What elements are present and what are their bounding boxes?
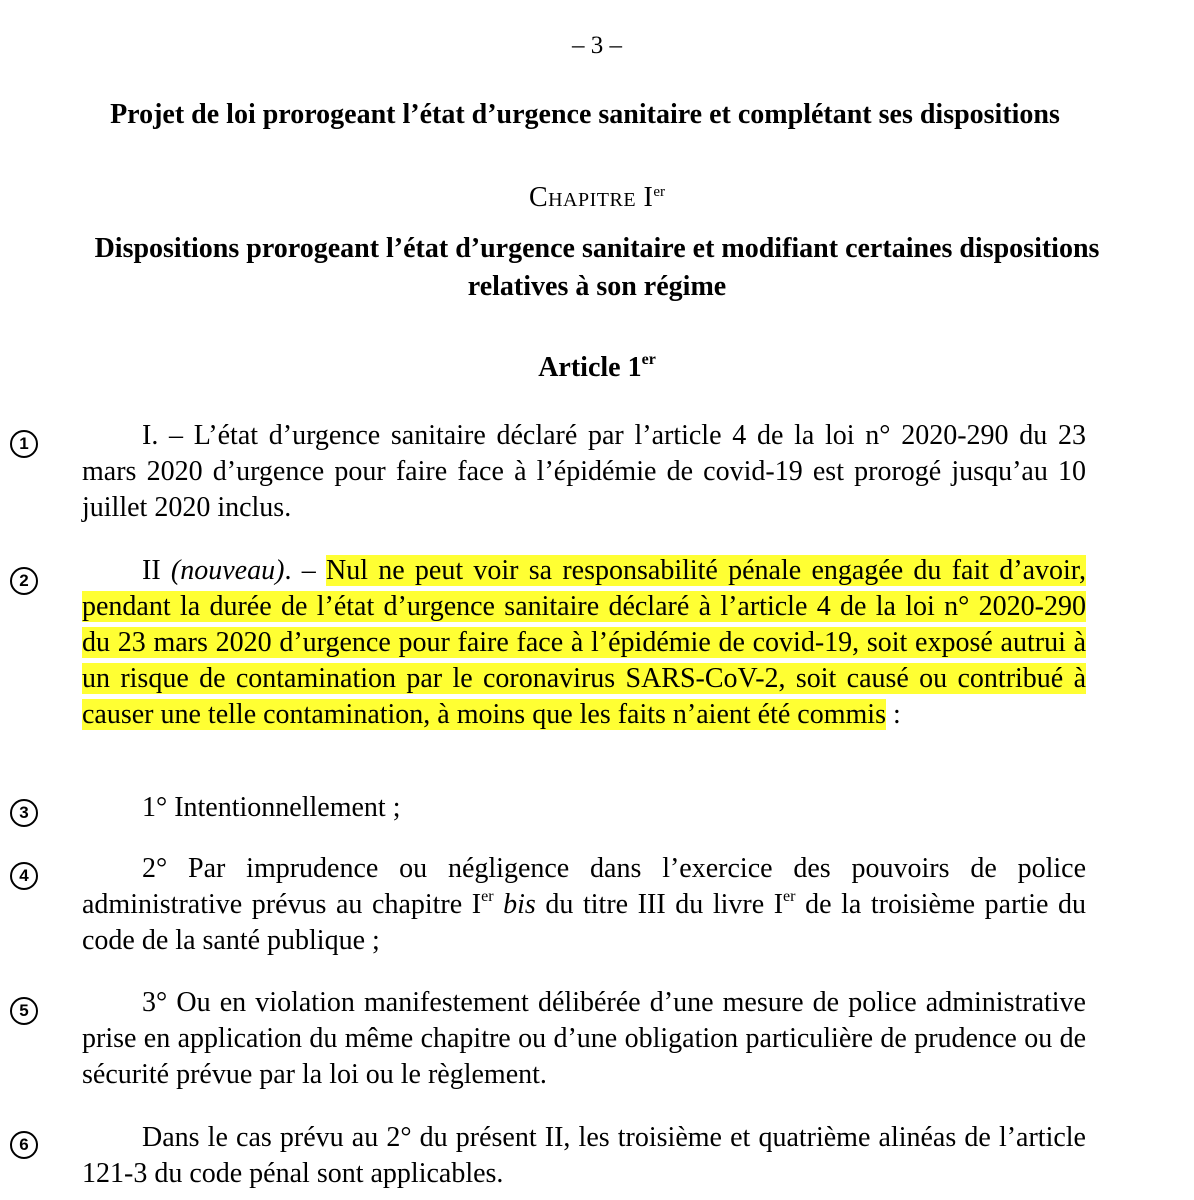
paragraph-marker-6: 6 [10,1131,38,1159]
paragraph-2-lead: II [142,555,171,586]
article-title [0,352,1194,384]
page-number: – 3 – [572,32,622,59]
paragraph-marker-1: 1 [10,430,38,458]
bill-title: Projet de loi prorogeant l’état d’urgence sanitaire et complétant ses dispositions [110,99,1060,130]
paragraph-4 [82,851,1086,959]
paragraph-marker-3: 3 [10,799,38,827]
paragraph-2-tail: : [885,699,901,730]
highlighted-text: Nul ne peut voir sa responsabilité pénale engagée du fait d’avoir, pendant la durée de l’état d’urgence sanitaire déclaré à l’article 4 de la loi n° 2020-290 du 23 mars 2020 d’urgence pour faire face à l’épidémie de covid-19, soit exposé autrui à un risque de contamination par le coronavirus SARS-CoV-2, soit causé ou contribué à causer une telle contamination, à moins que les faits n’aient été commis [82,555,1086,730]
paragraph-4-part2: du titre III du livre I [535,889,784,920]
paragraph-marker-2: 2 [10,567,38,595]
paragraph-3-text: 1° Intentionnellement ; [142,792,401,823]
chapter-heading [0,181,1194,215]
paragraph-4-bis: bis [493,889,536,920]
chapter-suffix: er [653,184,666,200]
paragraph-marker-5: 5 [10,997,38,1025]
chapter-subtitle: Dispositions prorogeant l’état d’urgence sanitaire et modifiant certaines dispositions relatives à son régime [94,233,1100,302]
paragraph-5-text: 3° Ou en violation manifestement délibérée d’une mesure de police administrative prise en application du même chapitre ou d’une obligation particulière de prudence ou de sécurité prévue par la loi ou le règlement. [82,987,1086,1090]
paragraph-4-part1: 2° Par imprudence ou négligence dans l’exercice des pouvoirs de police administrative prévus au chapitre I [82,853,1086,920]
paragraph-2-nouveau: (nouveau) [170,555,285,586]
paragraph-4-sup1: er [481,888,494,905]
paragraph-4-sup2: er [783,888,796,905]
paragraph-1 [82,418,1086,526]
article-suffix: er [641,351,656,368]
paragraph-3 [82,790,1086,826]
paragraph-2 [82,553,1086,733]
chapter-label: Chapitre I [528,182,654,213]
article-label: Article 1 [538,352,642,383]
paragraph-6-text: Dans le cas prévu au 2° du présent II, les troisième et quatrième alinéas de l’article 121-3 du code pénal sont applicables. [82,1122,1086,1189]
paragraph-5 [82,985,1086,1093]
paragraph-1-text: I. – L’état d’urgence sanitaire déclaré par l’article 4 de la loi n° 2020-290 du 23 mars 2020 d’urgence pour faire face à l’épidémie de covid-19 est prorogé jusqu’au 10 juillet 2020 inclus. [82,420,1086,523]
paragraph-6 [82,1120,1086,1192]
paragraph-marker-4: 4 [10,862,38,890]
paragraph-4-part3: de la troisième partie du code de la santé publique ; [82,889,1086,956]
paragraph-2-dash: . – [284,555,326,586]
